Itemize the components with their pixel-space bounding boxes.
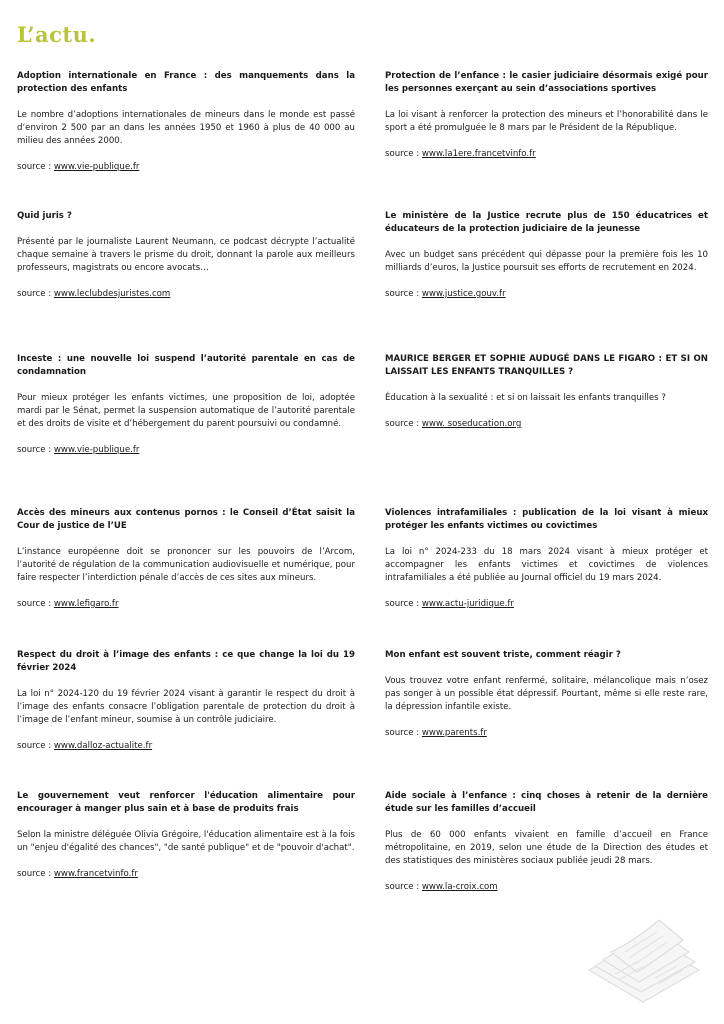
source-label: source : <box>17 445 54 455</box>
article-body: L’instance européenne doit se prononcer sur les pouvoirs de l’Arcom, l’autorité de régulation de la communication audiovisuelle et numérique, pour faire respecter l’interdiction pénale d’accès de ces sites aux mineurs. <box>17 547 355 583</box>
article <box>385 353 708 431</box>
article-source <box>17 161 355 174</box>
source-link[interactable]: www.la1ere.francetvinfo.fr <box>421 149 536 159</box>
source-link[interactable]: www.lefigaro.fr <box>53 599 119 609</box>
article-headline: Violences intrafamiliales : publication de la loi visant à mieux protéger les enfants victimes ou covictimes <box>385 508 708 531</box>
article-headline: Le gouvernement veut renforcer l'éducation alimentaire pour encourager à manger plus sain et à base de produits frais <box>17 791 355 814</box>
article-body: Pour mieux protéger les enfants victimes, une proposition de loi, adoptée mardi par le Sénat, permet la suspension automatique de l’autorité parentale et des droits de visite et d’hébergement du parent poursuivi ou condamné. <box>17 393 355 429</box>
article-source <box>17 444 355 457</box>
article-source <box>17 288 355 301</box>
article-source <box>17 868 355 881</box>
article-source <box>385 727 708 740</box>
article-body: La loi n° 2024-233 du 18 mars 2024 visant à mieux protéger et accompagner les enfants victimes et covictimes de violences intrafamiliales a été publiée au Journal officiel du 19 mars 2024. <box>385 547 708 583</box>
article <box>17 649 355 753</box>
article-body: La loi visant à renforcer la protection des mineurs et l’honorabilité dans le sport a été promulguée le 8 mars par le Président de la République. <box>385 110 708 133</box>
article-source <box>385 881 708 894</box>
article-source <box>17 598 355 611</box>
source-label: source : <box>385 882 422 892</box>
source-label: source : <box>17 741 54 751</box>
article-source <box>385 148 708 161</box>
source-label: source : <box>17 599 54 609</box>
source-link[interactable]: www.vie-publique.fr <box>53 162 140 172</box>
article <box>385 790 708 894</box>
source-link[interactable]: www.la-croix.com <box>421 882 498 892</box>
source-label: source : <box>17 869 54 879</box>
source-link[interactable]: www. soseducation.org <box>421 419 522 429</box>
article-headline: Mon enfant est souvent triste, comment réagir ? <box>385 650 621 660</box>
source-label: source : <box>385 419 422 429</box>
article-headline: Respect du droit à l’image des enfants : ce que change la loi du 19 février 2024 <box>17 650 355 673</box>
source-label: source : <box>385 728 422 738</box>
article <box>385 210 708 301</box>
article-source <box>385 598 708 611</box>
source-link[interactable]: www.justice.gouv.fr <box>421 289 506 299</box>
article-body: Selon la ministre déléguée Olivia Grégoire, l'éducation alimentaire est à la fois un "enjeu d'égalité des chances", "de santé publique" et de "pouvoir d'achat". <box>17 830 355 853</box>
article <box>17 353 355 457</box>
source-label: source : <box>385 289 422 299</box>
article-headline: Quid juris ? <box>17 211 72 221</box>
article-body: Vous trouvez votre enfant renfermé, solitaire, mélancolique mais n’osez pas songer à un possible état dépressif. Pourtant, même si elle reste rare, la dépression infantile existe. <box>385 676 708 712</box>
article-headline: Le ministère de la Justice recrute plus de 150 éducatrices et éducateurs de la protection judiciaire de la jeunesse <box>385 211 708 234</box>
article <box>17 790 355 881</box>
article <box>385 507 708 611</box>
article-body: Le nombre d’adoptions internationales de mineurs dans le monde est passé d’environ 2 500 par an dans les années 1950 et 1960 à plus de 40 000 au milieu des années 2000. <box>17 110 355 146</box>
source-link[interactable]: www.francetvinfo.fr <box>53 869 138 879</box>
source-label: source : <box>17 162 54 172</box>
article-headline: Adoption internationale en France : des manquements dans la protection des enfants <box>17 71 355 94</box>
article-headline: MAURICE BERGER ET SOPHIE AUDUGÉ DANS LE FIGARO : ET SI ON LAISSAIT LES ENFANTS TRANQUILLES ? <box>385 354 708 377</box>
source-label: source : <box>17 289 54 299</box>
article-headline: Aide sociale à l’enfance : cinq choses à retenir de la dernière étude sur les familles d’accueil <box>385 791 708 814</box>
article-body: La loi n° 2024-120 du 19 février 2024 visant à garantir le respect du droit à l’image des enfants consacre l’obligation parentale de protection du droit à l’image de l’enfant mineur, soumise à un contrôle judiciaire. <box>17 689 355 725</box>
article-headline: Protection de l’enfance : le casier judiciaire désormais exigé pour les personnes exerçant au sein d’associations sportives <box>385 71 708 94</box>
article <box>17 210 355 301</box>
article-source <box>17 740 355 753</box>
article-body: Plus de 60 000 enfants vivaient en famille d’accueil en France métropolitaine, en 2019, selon une étude de la Direction des études et des statistiques des ministères sociaux publiée jeudi 28 mars. <box>385 830 708 866</box>
page-title: L’actu. <box>17 22 97 47</box>
article-source <box>385 418 708 431</box>
source-label: source : <box>385 599 422 609</box>
source-label: source : <box>385 149 422 159</box>
source-link[interactable]: www.parents.fr <box>421 728 487 738</box>
article-source <box>385 288 708 301</box>
article-headline: Inceste : une nouvelle loi suspend l’autorité parentale en cas de condamnation <box>17 354 355 377</box>
article-body: Présenté par le journaliste Laurent Neumann, ce podcast décrypte l’actualité chaque semaine à travers le prisme du droit, donnant la parole aux meilleurs professeurs, magistrats ou encore avocats… <box>17 237 355 273</box>
article-headline: Accès des mineurs aux contenus pornos : le Conseil d’État saisit la Cour de justice de l’UE <box>17 508 355 531</box>
article-body: Éducation à la sexualité : et si on laissait les enfants tranquilles ? <box>385 393 666 403</box>
source-link[interactable]: www.actu-juridique.fr <box>421 599 514 609</box>
article-body: Avec un budget sans précédent qui dépasse pour la première fois les 10 milliards d’euros, la Justice poursuit ses efforts de recrutement en 2024. <box>385 250 708 273</box>
article <box>385 649 708 740</box>
source-link[interactable]: www.leclubdesjuristes.com <box>53 289 171 299</box>
article <box>17 507 355 611</box>
article <box>385 70 708 161</box>
source-link[interactable]: www.dalloz-actualite.fr <box>53 741 153 751</box>
newspaper-icon <box>585 912 703 1012</box>
article <box>17 70 355 174</box>
source-link[interactable]: www.vie-publique.fr <box>53 445 140 455</box>
